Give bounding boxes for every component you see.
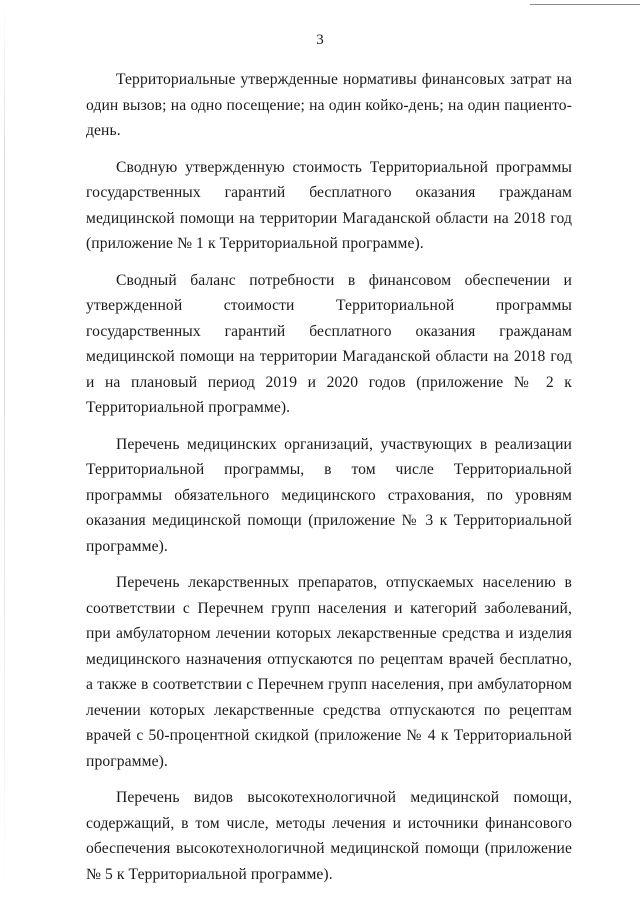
- document-body: [86, 67, 572, 898]
- paragraph-cost-norms: Территориальные утвержденные нормативы финансовых затрат на один вызов; на одно посещение; на один койко-день; на один пациенто-день.: [86, 71, 572, 139]
- scan-left-edge: [4, 0, 5, 905]
- paragraph-medical-organizations: Перечень медицинских организаций, участвующих в реализации Территориальной программы, в том числе Территориальной программы обязательного медицинского страхования, по уровням оказания медицинской помощи (приложение № 3 к Территориальной программе).: [86, 435, 572, 555]
- scan-top-rule: [530, 4, 640, 5]
- paragraph-consolidated-cost: Сводную утвержденную стоимость Территориальной программы государственных гарантий бесплатного оказания гражданам медицинской помощи на территории Магаданской области на 2018 год (приложение № 1 к Территориальной программе).: [86, 158, 572, 252]
- page-number: 3: [316, 32, 324, 48]
- paragraph-high-tech-care: Перечень видов высокотехнологичной медицинской помощи, содержащий, в том числе, методы лечения и источники финансового обеспечения высокотехнологичной медицинской помощи (приложение № 5 к Территориальной программе).: [86, 789, 572, 883]
- paragraph-medicines-list: Перечень лекарственных препаратов, отпускаемых населению в соответствии с Перечнем групп населения и категорий заболеваний, при амбулаторном лечении которых лекарственные средства и изделия медицинского назначения отпускаются по рецептам врачей бесплатно, а также в соответствии с Перечнем групп населения, при амбулаторном лечении которых лекарственные средства отпускаются по рецептам врачей с 50-процентной скидкой (приложение № 4 к Территориальной программе).: [86, 574, 572, 770]
- paragraph-consolidated-balance: Сводный баланс потребности в финансовом обеспечении и утвержденной стоимости Территориальной программы государственных гарантий бесплатного оказания гражданам медицинской помощи на территории Магаданской области на 2018 год и на плановый период 2019 и 2020 годов (приложение № 2 к Территориальной программе).: [86, 271, 572, 416]
